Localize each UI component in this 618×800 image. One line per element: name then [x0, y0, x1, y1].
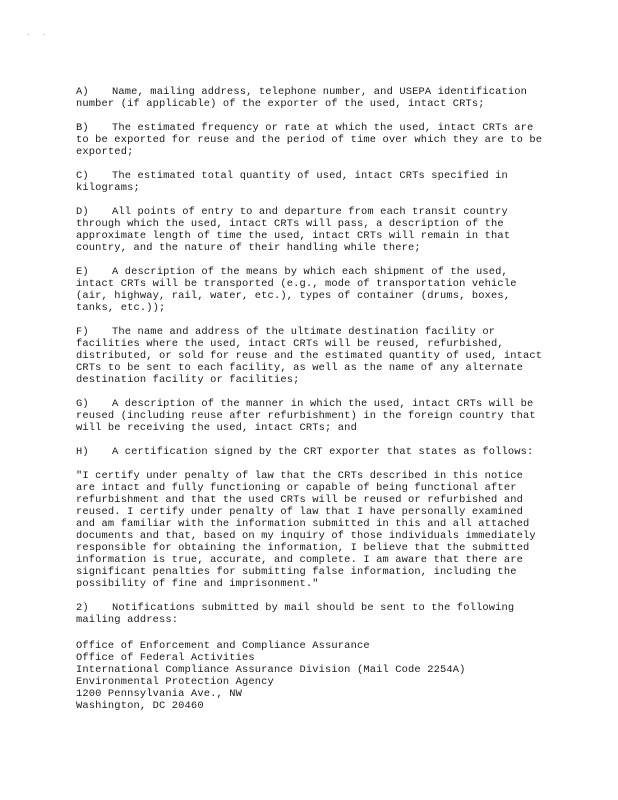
item-text: Name, mailing address, telephone number, and USEPA identification number (if applicable) of the exporter of the used, intact CRTs;	[76, 86, 528, 110]
address-line: International Compliance Assurance Division (Mail Code 2254A)	[76, 664, 466, 676]
item-d	[76, 206, 546, 254]
item-b	[76, 122, 546, 158]
item-text: A description of the manner in which the used, intact CRTs will be reused (including reuse after refurbishment) in the foreign country that will be receiving the used, intact CRTs; and	[76, 398, 536, 434]
item-c	[76, 170, 546, 194]
item-text: The estimated total quantity of used, intact CRTs specified in kilograms;	[76, 170, 508, 194]
item-label: G)	[76, 398, 89, 410]
address-line: Washington, DC 20460	[76, 700, 204, 712]
item-text: The name and address of the ultimate destination facility or facilities where the used, intact CRTs will be reused, refurbished, distributed, or sold for reuse and the estimated quantity of used, intact CRTs to be sent to each facility, as well as the name of any alternate destination facility or facilities;	[76, 326, 543, 386]
item-g	[76, 398, 546, 434]
mail-instruction	[76, 602, 546, 626]
item-f	[76, 326, 546, 386]
item-text: All points of entry to and departure from each transit country through which the used, intact CRTs will pass, a description of the approximate length of time the used, intact CRTs will remain in that country, and the nature of their handling while there;	[76, 206, 511, 254]
address-line: 1200 Pennsylvania Ave., NW	[76, 688, 243, 700]
item-h	[76, 446, 546, 458]
corner-scan-mark: . .	[26, 29, 50, 38]
item-label: A)	[76, 86, 89, 98]
address-line: Environmental Protection Agency	[76, 676, 274, 688]
address-line: Office of Enforcement and Compliance Assurance	[76, 640, 370, 652]
item-a	[76, 86, 546, 110]
item-e	[76, 266, 546, 314]
item-label: D)	[76, 206, 89, 218]
item-label: E)	[76, 266, 89, 278]
certification-statement: "I certify under penalty of law that the CRTs described in this notice are intact and fully functioning or capable of being functional after refurbishment and that the used CRTs will be reused or refurbished and reused. I certify under penalty of law that I have personally examined and am familiar with the information submitted in this and all attached documents and that, based on my inquiry of those individuals immediately responsible for obtaining the information, I believe that the submitted information is true, accurate, and complete. I am aware that there are significant penalties for submitting false information, including the possibility of fine and imprisonment."	[76, 470, 536, 590]
item-label: 2)	[76, 602, 89, 614]
item-label: F)	[76, 326, 89, 338]
item-text: Notifications submitted by mail should be sent to the following mailing address:	[76, 602, 515, 626]
document-body	[76, 86, 546, 712]
item-text: A description of the means by which each shipment of the used, intact CRTs will be transported (e.g., mode of transportation vehicle (air, highway, rail, water, etc.), types of container (drums, boxes, tanks, etc.));	[76, 266, 517, 314]
item-label: C)	[76, 170, 89, 182]
item-text: The estimated frequency or rate at which the used, intact CRTs are to be exported for reuse and the period of time over which they are to be exported;	[76, 122, 543, 158]
item-text: A certification signed by the CRT exporter that states as follows:	[112, 446, 534, 458]
mailing-address	[76, 640, 546, 712]
address-line: Office of Federal Activities	[76, 652, 255, 664]
item-label: H)	[76, 446, 89, 458]
item-label: B)	[76, 122, 89, 134]
